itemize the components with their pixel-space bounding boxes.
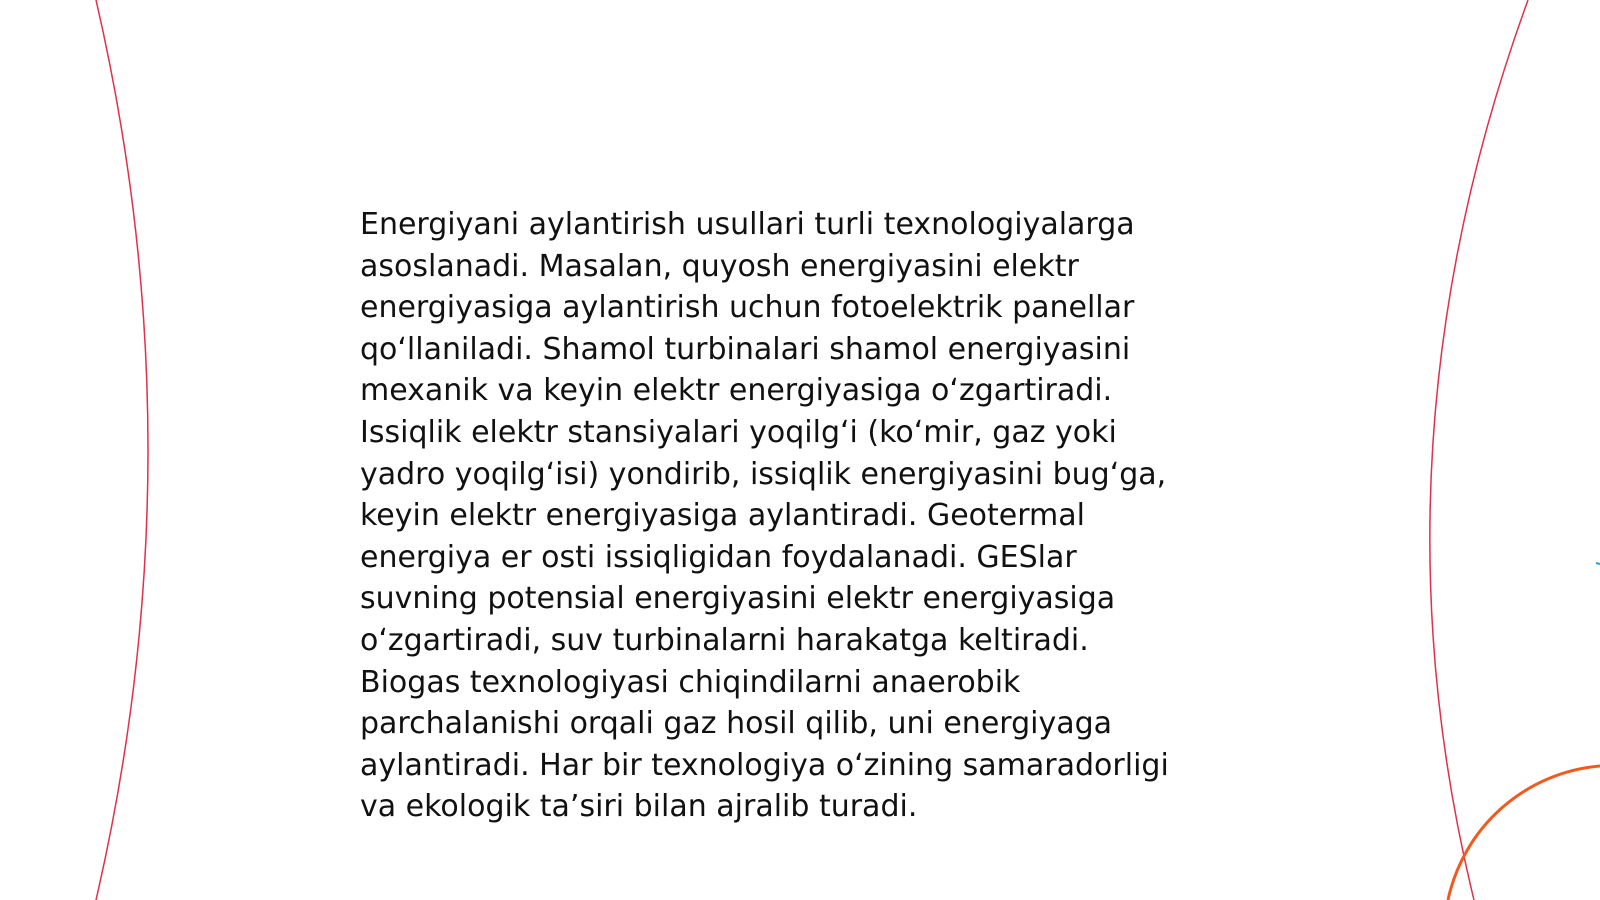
right-arc-line xyxy=(1430,0,1528,900)
accent-teal-mark xyxy=(1596,563,1600,564)
left-arc-line xyxy=(96,0,148,900)
accent-circle-arc xyxy=(1448,766,1600,900)
slide-body-text: Energiyani aylantirish usullari turli texnologiyalarga asoslanadi. Masalan, quyosh energiyasini elektr energiyasiga aylantirish uchun fotoelektrik panellar qo‘llaniladi. Shamol turbinalari shamol energiyasini mexanik va keyin elektr energiyasiga o‘zgartiradi. Issiqlik elektr stansiyalari yoqilg‘i (ko‘mir, gaz yoki yadro yoqilg‘isi) yondirib, issiqlik energiyasini bug‘ga, keyin elektr energiyasiga aylantiradi. Geotermal energiya er osti issiqligidan foydalanadi. GESlar suvning potensial energiyasini elektr energiyasiga o‘zgartiradi, suv turbinalarni harakatga keltiradi. Biogas texnologiyasi chiqindilarni anaerobik parchalanishi orqali gaz hosil qilib, uni energiyaga aylantiradi. Har bir texnologiya o‘zining samaradorligi va ekologik ta’siri bilan ajralib turadi. xyxy=(360,207,1169,825)
